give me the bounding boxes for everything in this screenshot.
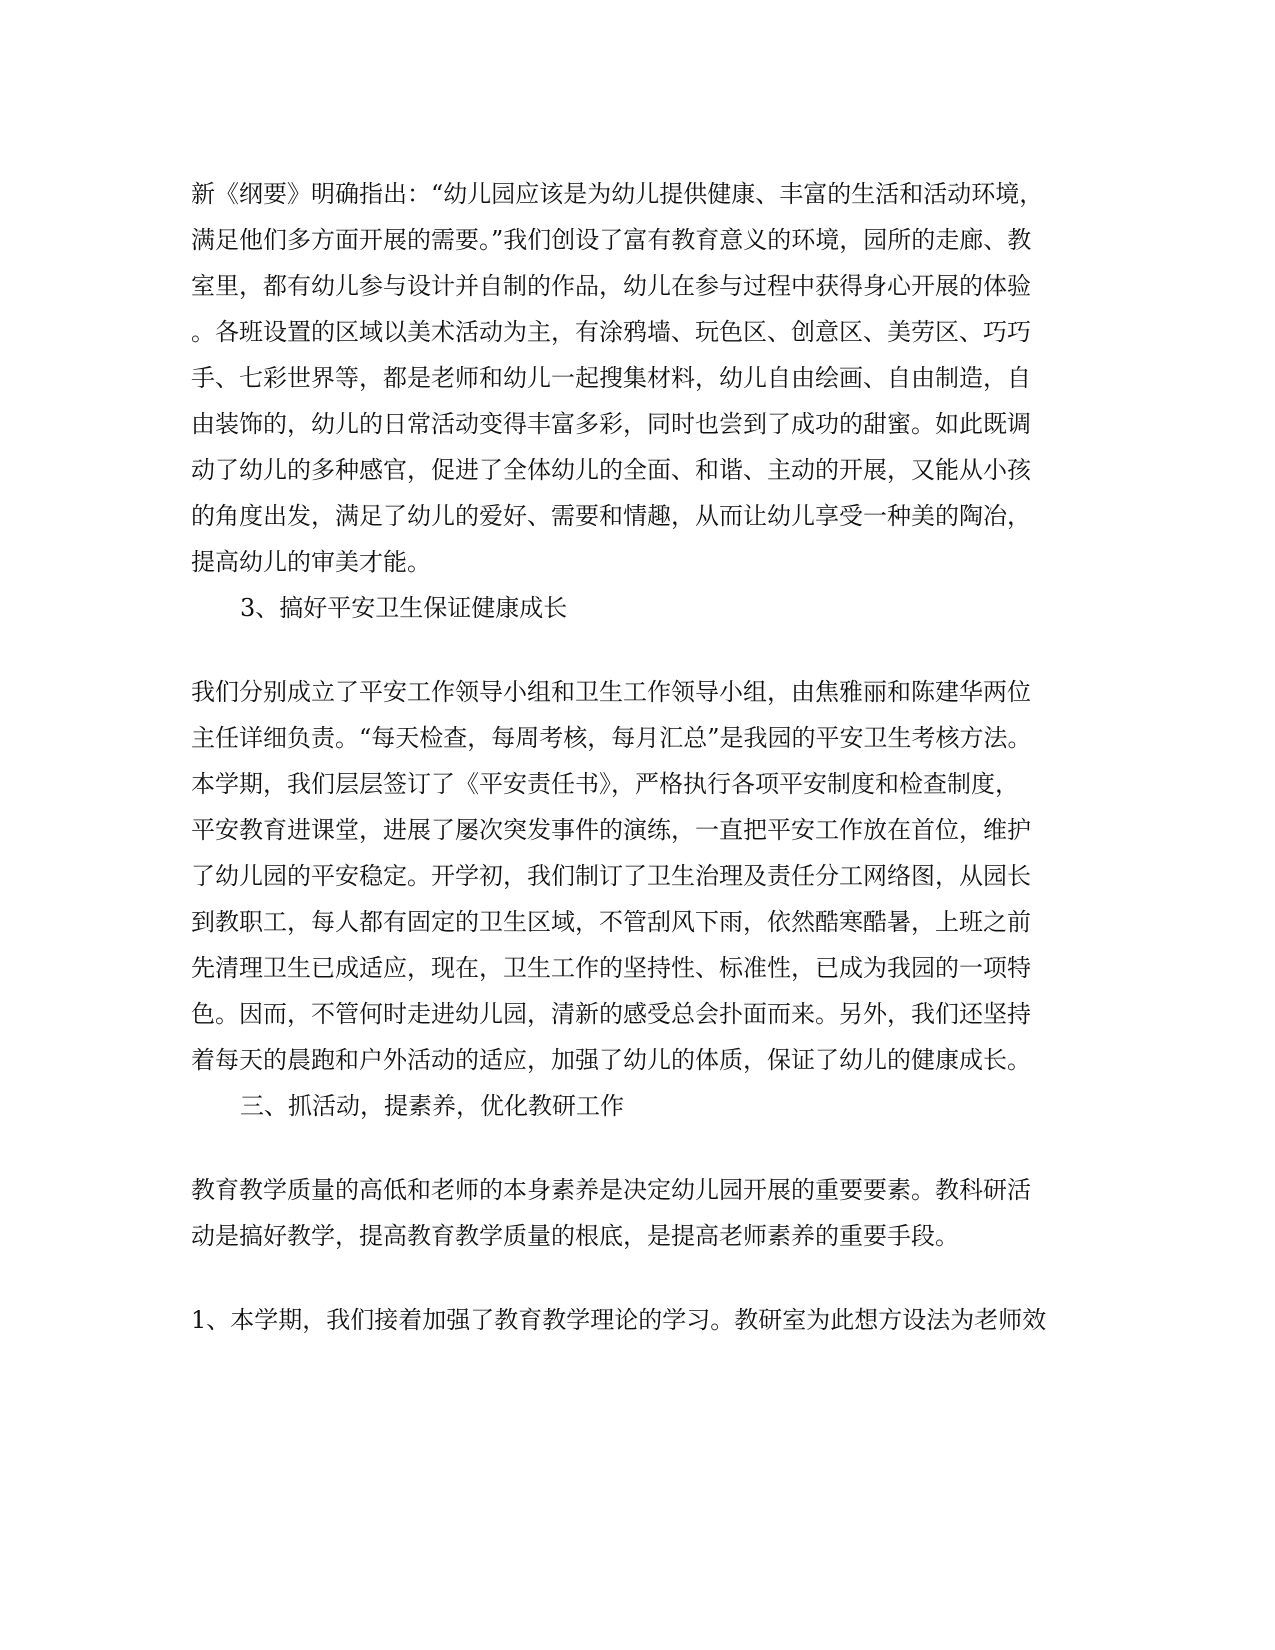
paragraph-line: 到教职工，每人都有固定的卫生区域，不管刮风下雨，依然酷寒酷暑，上班之前 <box>191 908 1031 936</box>
paragraph-line: 手、七彩世界等，都是老师和幼儿一起搜集材料，幼儿自由绘画、自由制造，自 <box>191 364 1031 392</box>
paragraph-line: 我们分别成立了平安工作领导小组和卫生工作领导小组，由焦雅丽和陈建华两位 <box>191 678 1031 706</box>
paragraph-line: 新《纲要》明确指出：“幼儿园应该是为幼儿提供健康、丰富的生活和活动环境， <box>191 180 1044 208</box>
paragraph-line: 的角度出发，满足了幼儿的爱好、需要和情趣，从而让幼儿享受一种美的陶冶， <box>191 502 1031 530</box>
paragraph-line: 了幼儿园的平安稳定。开学初，我们制订了卫生治理及责任分工网络图，从园长 <box>191 862 1031 890</box>
paragraph-line: 提高幼儿的审美才能。 <box>191 548 431 576</box>
section-heading: 3、搞好平安卫生保证健康成长 <box>240 594 568 622</box>
paragraph-line: 着每天的晨跑和户外活动的适应，加强了幼儿的体质，保证了幼儿的健康成长。 <box>191 1046 1031 1074</box>
paragraph-line: 先清理卫生已成适应，现在，卫生工作的坚持性、标准性，已成为我园的一项特 <box>191 954 1031 982</box>
paragraph-line: 本学期，我们层层签订了《平安责任书》，严格执行各项平安制度和检查制度， <box>191 770 1019 798</box>
paragraph-line: 色。因而，不管何时走进幼儿园，清新的感受总会扑面而来。另外，我们还坚持 <box>191 1000 1031 1028</box>
paragraph-line: 室里，都有幼儿参与设计并自制的作品，幼儿在参与过程中获得身心开展的体验 <box>191 272 1031 300</box>
paragraph-line: 动了幼儿的多种感官，促进了全体幼儿的全面、和谐、主动的开展，又能从小孩 <box>191 456 1031 484</box>
paragraph-line: 动是搞好教学，提高教育教学质量的根底，是提高老师素养的重要手段。 <box>191 1222 959 1250</box>
paragraph-line: 。各班设置的区域以美术活动为主，有涂鸦墙、玩色区、创意区、美劳区、巧巧 <box>191 318 1031 346</box>
paragraph-line: 主任详细负责。“每天检查，每周考核，每月汇总”是我园的平安卫生考核方法。 <box>191 724 1032 752</box>
section-heading: 三、抓活动，提素养，优化教研工作 <box>240 1092 624 1120</box>
paragraph-line: 教育教学质量的高低和老师的本身素养是决定幼儿园开展的重要要素。教科研活 <box>191 1176 1031 1204</box>
paragraph-line: 平安教育进课堂，进展了屡次突发事件的演练，一直把平安工作放在首位，维护 <box>191 816 1031 844</box>
paragraph-line: 由装饰的，幼儿的日常活动变得丰富多彩，同时也尝到了成功的甜蜜。如此既调 <box>191 410 1031 438</box>
paragraph-line: 满足他们多方面开展的需要。”我们创设了富有教育意义的环境，园所的走廊、教 <box>191 226 1032 254</box>
paragraph-line: 1、本学期，我们接着加强了教育教学理论的学习。教研室为此想方设法为老师效 <box>191 1306 1047 1334</box>
